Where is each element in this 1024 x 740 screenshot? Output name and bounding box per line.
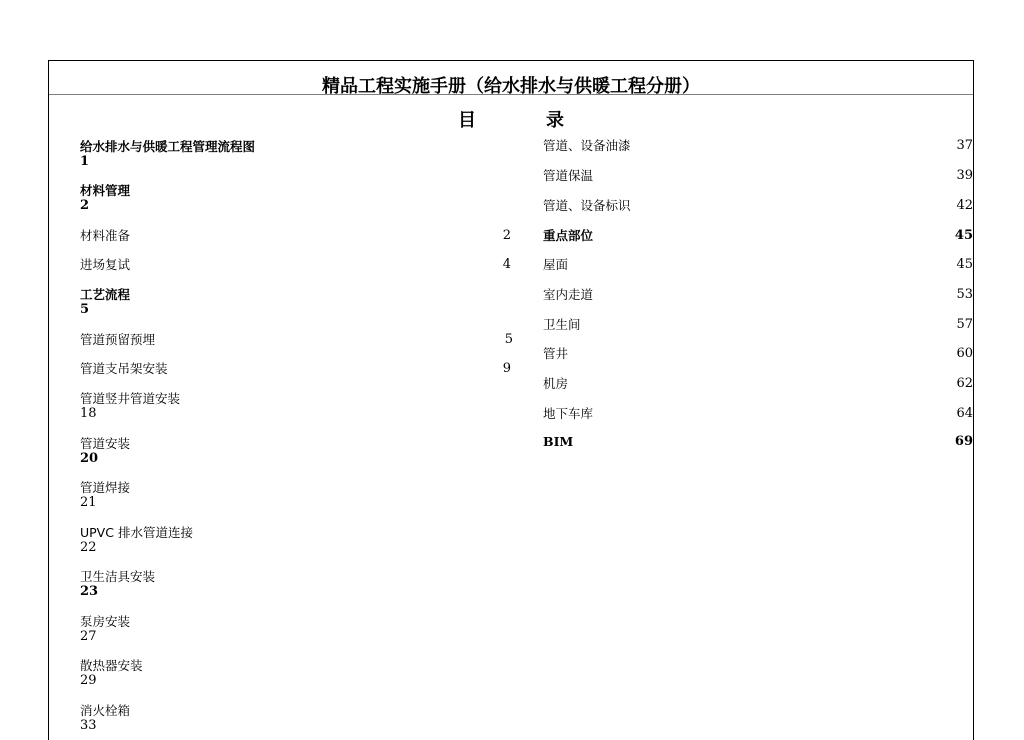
toc-entry-page: 9 (502, 361, 511, 376)
toc-entry-label: 材料准备 (80, 228, 131, 243)
toc-entry-label: 卫生间 (543, 317, 581, 332)
toc-entry[interactable] (80, 436, 130, 466)
toc-entry-label: 机房 (543, 376, 569, 391)
toc-entry-label: 泵房安装 (80, 614, 131, 629)
toc-entry-page: 27 (80, 629, 97, 644)
toc-entry-label: 地下车库 (543, 406, 594, 421)
toc-entry[interactable] (543, 376, 973, 391)
toc-entry-page: 57 (956, 317, 973, 332)
toc-entry-page: 53 (956, 287, 973, 302)
toc-entry-label: 重点部位 (543, 228, 594, 243)
toc-entry-page: 60 (956, 346, 973, 361)
toc-entry-page: 37 (956, 138, 973, 153)
toc-entry-label: 进场复试 (80, 257, 131, 272)
toc-entry-label: 卫生洁具安装 (80, 569, 156, 584)
toc-entry-label: 屋面 (543, 257, 569, 272)
toc-entry-label: 管道、设备标识 (543, 198, 631, 213)
toc-entry[interactable] (543, 168, 973, 183)
toc-entry-page: 5 (80, 302, 90, 317)
toc-entry-page: 23 (80, 584, 99, 599)
toc-entry-page: 33 (80, 718, 97, 733)
toc-entry[interactable] (543, 228, 973, 243)
toc-entry-page: 2 (80, 198, 90, 213)
toc-entry-page: 45 (954, 228, 973, 243)
toc-entry-label: 室内走道 (543, 287, 594, 302)
toc-entry-page: 64 (956, 406, 973, 421)
toc-entry-label: 管道支吊架安装 (80, 361, 168, 376)
toc-entry-page: 42 (956, 198, 973, 213)
toc-entry[interactable] (80, 658, 143, 688)
toc-entry[interactable] (543, 257, 973, 272)
toc-entry-label: BIM (543, 434, 574, 449)
toc-entry-label: 管道、设备油漆 (543, 138, 631, 153)
toc-entry-label: 给水排水与供暖工程管理流程图 (80, 139, 256, 154)
toc-entry-page: 45 (956, 257, 973, 272)
toc-heading-left: 目 (458, 110, 476, 131)
toc-entry-page: 4 (502, 257, 511, 272)
toc-entry-label: 管道预留预埋 (80, 332, 156, 347)
toc-entry[interactable] (80, 287, 130, 317)
toc-entry-label: UPVC 排水管道连接 (80, 525, 193, 540)
title-divider (49, 94, 973, 95)
toc-entry[interactable] (543, 434, 973, 449)
toc-entry-page: 29 (80, 673, 97, 688)
toc-entry[interactable] (80, 183, 130, 213)
toc-entry-label: 管井 (543, 346, 569, 361)
toc-entry-label: 管道安装 (80, 436, 131, 451)
toc-entry-page: 22 (80, 540, 97, 555)
toc-entry-page: 2 (502, 228, 511, 243)
toc-entry-page: 5 (504, 332, 513, 347)
toc-entry-label: 散热器安装 (80, 658, 143, 673)
toc-entry-page: 1 (80, 154, 90, 169)
toc-entry[interactable] (543, 406, 973, 421)
toc-entry[interactable] (543, 317, 973, 332)
toc-entry[interactable] (80, 569, 155, 599)
toc-entry-label: 管道竖井管道安装 (80, 391, 181, 406)
toc-entry[interactable] (80, 361, 512, 376)
toc-entry[interactable] (80, 228, 512, 243)
toc-entry-page: 20 (80, 451, 99, 466)
toc-entry-label: 管道保温 (543, 168, 594, 183)
toc-entry-label: 消火栓箱 (80, 703, 131, 718)
toc-entry[interactable] (80, 614, 130, 644)
toc-heading-right: 录 (546, 110, 564, 131)
toc-entry[interactable] (543, 287, 973, 302)
toc-entry-page: 21 (80, 495, 97, 510)
toc-entry[interactable] (543, 198, 973, 213)
toc-entry-page: 69 (954, 434, 973, 449)
toc-entry-label: 材料管理 (80, 183, 131, 198)
toc-entry-label: 管道焊接 (80, 480, 131, 495)
toc-entry-label: 工艺流程 (80, 287, 131, 302)
toc-entry[interactable] (80, 525, 193, 555)
toc-entry-page: 62 (956, 376, 973, 391)
toc-entry-page: 39 (956, 168, 973, 183)
toc-entry[interactable] (543, 138, 973, 153)
document-title: 精品工程实施手册（给水排水与供暖工程分册） (322, 76, 700, 97)
toc-entry[interactable] (80, 391, 180, 421)
toc-entry[interactable] (80, 703, 130, 733)
toc-entry[interactable] (543, 346, 973, 361)
toc-entry[interactable] (80, 257, 512, 272)
toc-entry-page: 18 (80, 406, 97, 421)
toc-entry[interactable] (80, 139, 255, 169)
toc-entry[interactable] (80, 480, 130, 510)
toc-entry[interactable] (80, 332, 512, 347)
